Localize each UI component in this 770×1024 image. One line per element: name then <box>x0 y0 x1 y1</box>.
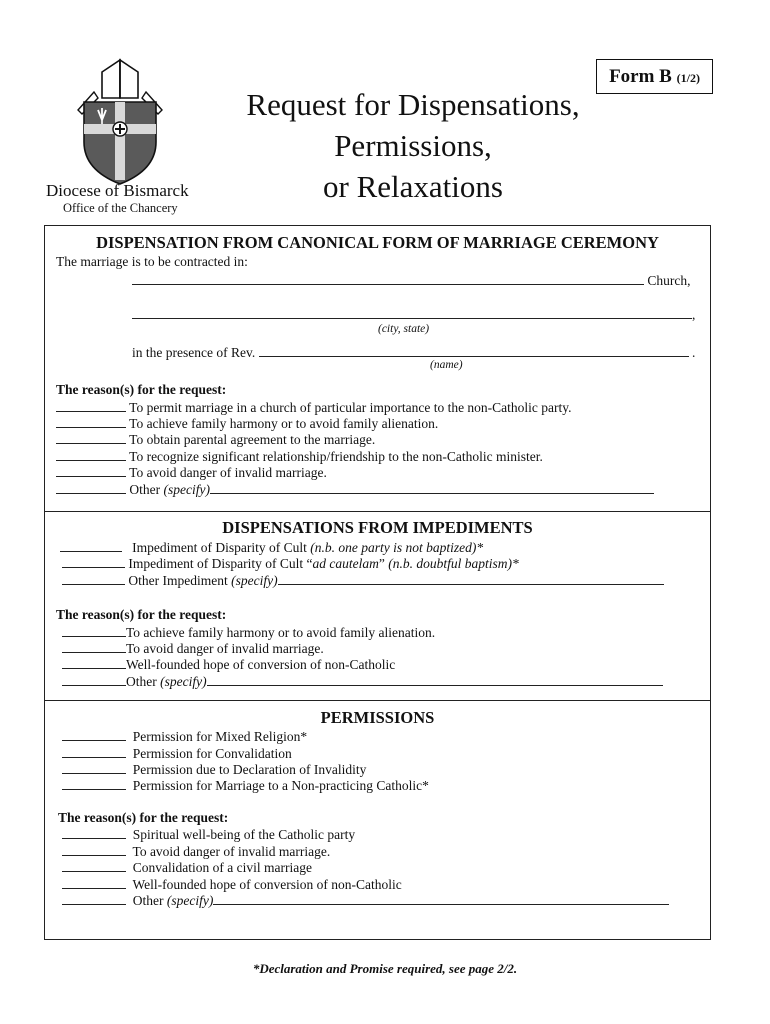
reason-check-field[interactable] <box>56 431 126 444</box>
impediment-text: Impediment of Disparity of Cult “ <box>128 556 313 571</box>
specify-label: (specify) <box>231 573 278 588</box>
section-heading: DISPENSATION FROM CANONICAL FORM OF MARRIAGE CEREMONY <box>96 233 659 252</box>
reason-text: To avoid danger of invalid marriage. <box>132 844 331 859</box>
specify-label: (specify) <box>160 674 207 689</box>
impediment-check-field[interactable] <box>62 555 125 568</box>
reason-check-field[interactable] <box>56 481 126 494</box>
other-label: Other <box>132 893 164 908</box>
reason-check-field[interactable] <box>56 415 126 428</box>
reason-item <box>62 640 324 657</box>
reason-check-field[interactable] <box>62 656 126 669</box>
reason-text: Well-founded hope of conversion of non-Catholic <box>132 877 402 892</box>
reason-text: To achieve family harmony or to avoid family alienation. <box>129 416 439 431</box>
title-line: Request for Dispensations, <box>246 87 580 122</box>
reason-text: To avoid danger of invalid marriage. <box>129 465 327 480</box>
city-comma: , <box>692 307 696 322</box>
section-heading: DISPENSATIONS FROM IMPEDIMENTS <box>222 518 533 537</box>
reason-check-field[interactable] <box>62 843 126 856</box>
name-caption: (name) <box>430 359 463 371</box>
other-specify-field[interactable] <box>210 481 654 494</box>
reason-item <box>56 431 375 448</box>
presence-period: . <box>691 345 696 360</box>
reasons-heading: The reason(s) for the request: <box>56 382 227 397</box>
other-impediment-label: Other Impediment <box>128 573 228 588</box>
impediment-text: Impediment of Disparity of Cult <box>132 540 311 555</box>
permission-check-field[interactable] <box>62 761 126 774</box>
reason-check-field[interactable] <box>62 826 126 839</box>
reason-check-field[interactable] <box>62 673 126 686</box>
impediment-close-quote: ” <box>378 556 389 571</box>
reason-text: To achieve family harmony or to avoid family alienation. <box>126 625 436 640</box>
permission-check-field[interactable] <box>62 728 126 741</box>
permission-text: Permission due to Declaration of Invalidity <box>132 762 367 777</box>
office-name: Office of the Chancery <box>63 201 178 215</box>
diocesan-coat-of-arms-icon <box>72 58 168 186</box>
title-line: Permissions, <box>334 128 492 163</box>
impediment-item <box>60 539 483 556</box>
rev-name-field[interactable] <box>259 344 689 357</box>
footer-note: *Declaration and Promise required, see page 2/2. <box>252 961 518 976</box>
permission-item <box>62 761 366 778</box>
form-label: Form B <box>609 66 672 87</box>
reason-item <box>56 448 543 465</box>
reason-item <box>62 843 330 860</box>
reason-check-field[interactable] <box>62 624 126 637</box>
reason-other <box>62 892 669 909</box>
reason-check-field[interactable] <box>56 399 126 412</box>
reason-check-field[interactable] <box>56 448 126 461</box>
form-page: (1/2) <box>676 71 700 85</box>
permission-check-field[interactable] <box>62 777 126 790</box>
permission-item <box>62 745 292 762</box>
specify-label: (specify) <box>163 482 210 497</box>
impediment-item <box>62 555 519 572</box>
reason-item <box>56 399 572 416</box>
reasons-heading: The reason(s) for the request: <box>56 607 227 622</box>
other-label: Other <box>126 674 157 689</box>
other-label: Other <box>129 482 161 497</box>
reason-item <box>56 464 327 481</box>
section-heading: PERMISSIONS <box>320 708 435 727</box>
impediment-check-field[interactable] <box>60 539 122 552</box>
permission-item <box>62 728 307 745</box>
permission-text: Permission for Convalidation <box>132 746 292 761</box>
city-state-caption: (city, state) <box>378 323 430 335</box>
reason-text: Convalidation of a civil marriage <box>132 860 312 875</box>
reason-check-field[interactable] <box>62 640 126 653</box>
reason-item <box>62 859 312 876</box>
reason-other <box>62 673 663 690</box>
reason-item <box>56 415 438 432</box>
impediment-other <box>62 572 664 589</box>
reason-check-field[interactable] <box>62 876 126 889</box>
impediment-term: ad cautelam <box>312 556 379 571</box>
presence-label: in the presence of Rev. <box>132 345 256 360</box>
reason-text: To recognize significant relationship/friendship to the non-Catholic minister. <box>129 449 543 464</box>
impediment-note: (n.b. doubtful baptism)* <box>388 556 519 571</box>
reasons-heading: The reason(s) for the request: <box>58 810 229 825</box>
church-row <box>132 272 691 289</box>
presence-row <box>132 344 695 361</box>
other-impediment-field[interactable] <box>278 572 664 585</box>
reason-text: Well-founded hope of conversion of non-Catholic <box>126 657 396 672</box>
reason-text: To avoid danger of invalid marriage. <box>126 641 324 656</box>
form-label-box <box>596 59 713 94</box>
reason-check-field[interactable] <box>62 859 126 872</box>
permission-text: Permission for Marriage to a Non-practicing Catholic* <box>132 778 429 793</box>
permission-item <box>62 777 429 794</box>
title-line: or Relaxations <box>323 169 503 204</box>
other-specify-field[interactable] <box>207 673 663 686</box>
marriage-intro: The marriage is to be contracted in: <box>56 254 248 269</box>
reason-check-field[interactable] <box>62 892 126 905</box>
church-field[interactable] <box>132 272 644 285</box>
reason-text: Spiritual well-being of the Catholic party <box>132 827 356 842</box>
reason-other <box>56 481 654 498</box>
permission-text: Permission for Mixed Religion* <box>132 729 308 744</box>
specify-label: (specify) <box>166 893 214 908</box>
reason-check-field[interactable] <box>56 464 126 477</box>
reason-item <box>62 656 395 673</box>
reason-item <box>62 876 402 893</box>
church-suffix: Church, <box>647 273 691 288</box>
other-specify-field[interactable] <box>213 892 669 905</box>
reason-item <box>62 826 355 843</box>
city-row <box>132 306 695 323</box>
page-title <box>200 84 626 207</box>
impediment-note: (n.b. one party is not baptized)* <box>310 540 484 555</box>
city-state-field[interactable] <box>132 306 692 319</box>
impediment-check-field[interactable] <box>62 572 125 585</box>
diocese-name: Diocese of Bismarck <box>46 181 189 200</box>
reason-item <box>62 624 435 641</box>
reason-text: To obtain parental agreement to the marriage. <box>129 432 376 447</box>
reason-text: To permit marriage in a church of particular importance to the non-Catholic party. <box>129 400 572 415</box>
permission-check-field[interactable] <box>62 745 126 758</box>
